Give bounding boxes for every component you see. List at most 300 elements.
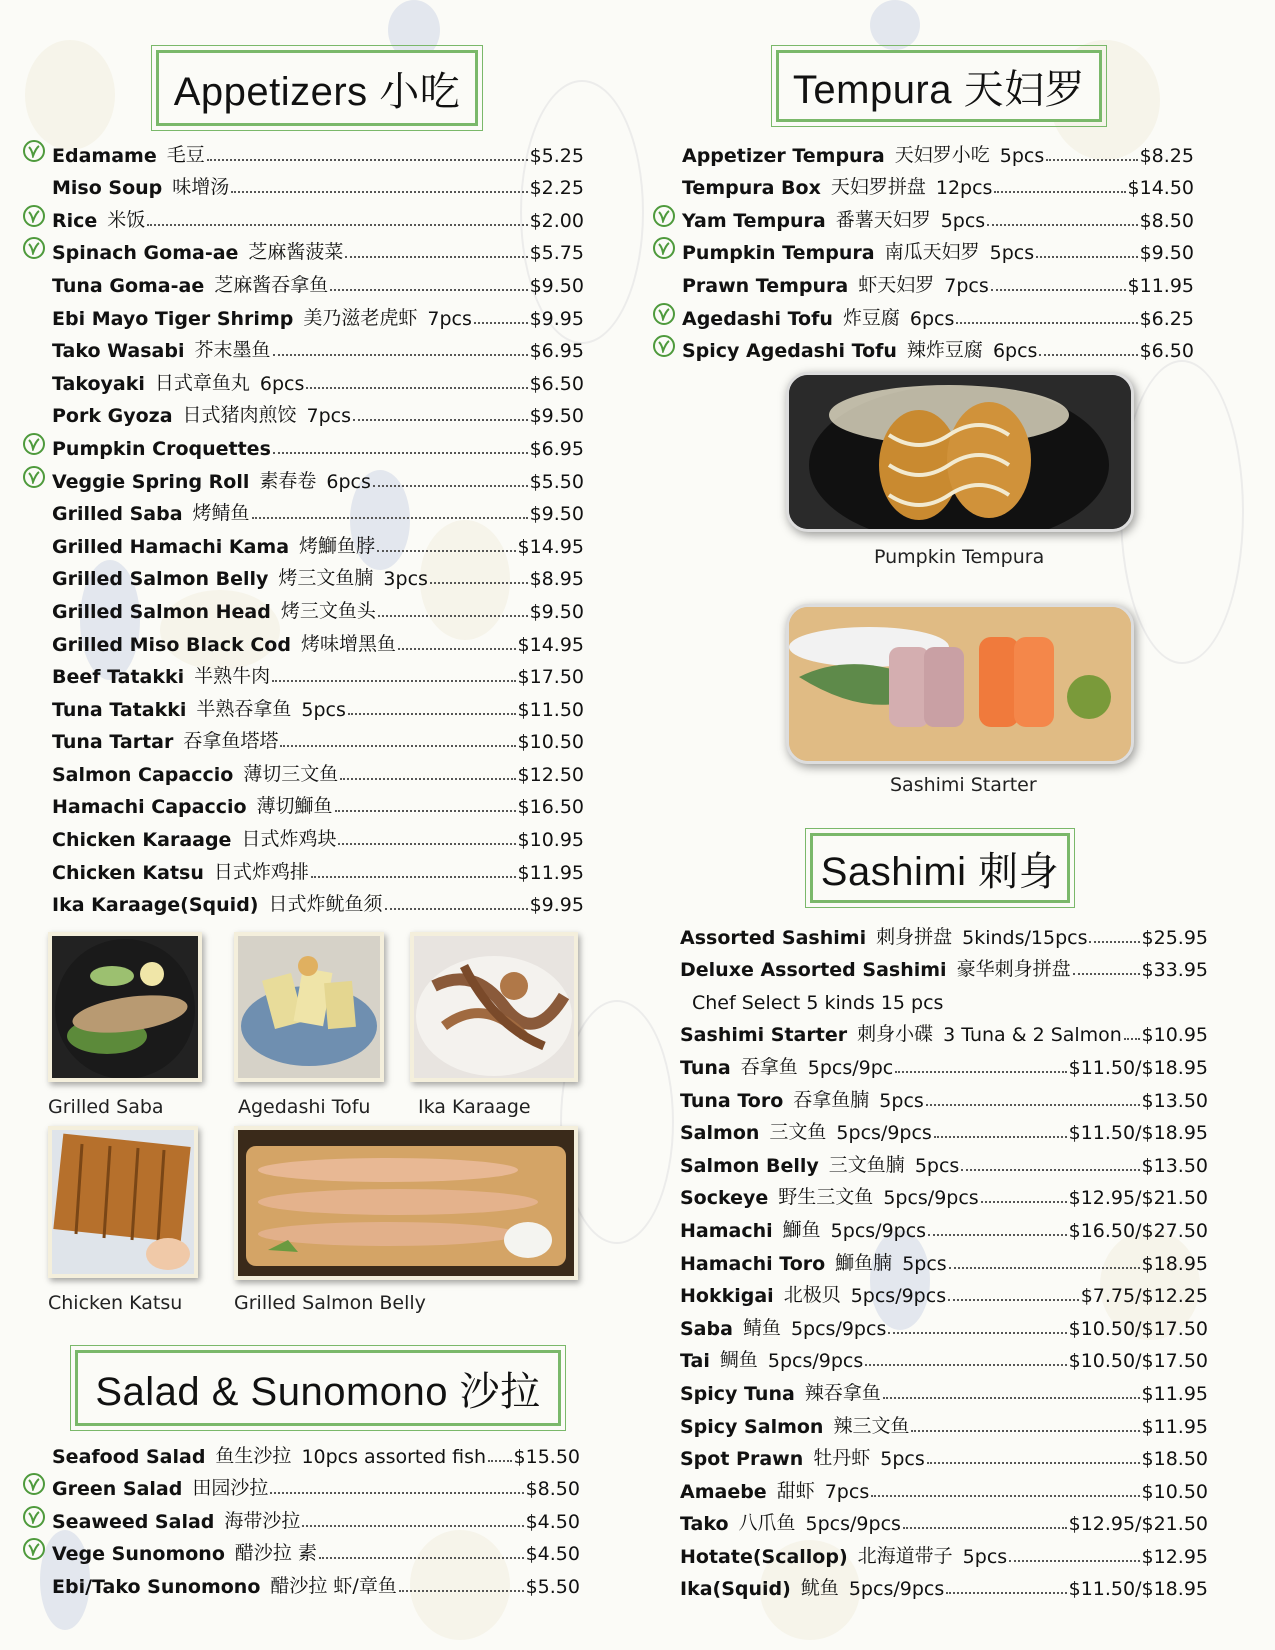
menu-item-name: Takoyaki <box>52 372 145 395</box>
menu-item-price: $10.95 <box>1141 1024 1208 1047</box>
menu-item-note: 3pcs <box>383 568 428 591</box>
menu-item-chinese-name: 天妇罗小吃 <box>894 143 990 166</box>
menu-item-chinese-name: 田园沙拉 <box>192 1477 269 1500</box>
menu-item-chinese-name: 芝麻酱菠菜 <box>248 241 344 264</box>
menu-item <box>680 1209 1208 1242</box>
menu-item <box>52 623 584 656</box>
menu-item <box>680 1177 1208 1210</box>
menu-item-chinese-name: 日式炸鸡排 <box>213 860 309 883</box>
menu-item-price: $8.95 <box>529 568 584 591</box>
menu-item-price: $5.75 <box>529 242 584 265</box>
sashimi-title: Sashimi 刺身 <box>810 833 1070 903</box>
menu-item-name: Chicken Katsu <box>52 861 204 884</box>
menu-item-name: Prawn Tempura <box>682 274 849 297</box>
menu-item-chinese-name: 天妇罗拼盘 <box>830 176 926 199</box>
menu-item-chinese-name: 美乃滋老虎虾 <box>303 306 418 329</box>
menu-item <box>680 981 1208 1014</box>
menu-item-price: $6.95 <box>529 437 584 460</box>
menu-item-chinese-name: 烤鰤鱼脖 <box>299 534 376 557</box>
menu-item-name: Pumpkin Croquettes <box>52 437 271 460</box>
menu-item-price: $9.95 <box>529 307 584 330</box>
menu-item-note: 5pcs/9pcs <box>848 1578 945 1601</box>
menu-item <box>680 1470 1208 1503</box>
dot-leader <box>330 289 527 291</box>
menu-item-name: Assorted Sashimi <box>680 926 867 949</box>
menu-item <box>682 264 1194 297</box>
menu-item <box>680 1307 1208 1340</box>
menu-item-name: Salmon Belly <box>680 1154 819 1177</box>
dot-leader <box>231 191 527 193</box>
menu-item-note: 5pcs/9pcs <box>850 1285 947 1308</box>
dot-leader <box>474 322 528 324</box>
menu-item-name: Spinach Goma-ae <box>52 242 239 265</box>
menu-item-price: $16.50/$27.50 <box>1068 1219 1208 1242</box>
menu-item-price: $6.50 <box>1139 340 1194 363</box>
dot-leader <box>306 387 527 389</box>
dot-leader <box>488 1460 511 1462</box>
menu-item-price: $14.50 <box>1127 177 1194 200</box>
menu-item-chinese-name: 薄切鰤鱼 <box>256 795 333 818</box>
menu-item-name: Spicy Salmon <box>680 1415 824 1438</box>
pumpkin-tempura-caption: Pumpkin Tempura <box>874 546 1045 568</box>
menu-item-price: $12.95/$21.50 <box>1068 1187 1208 1210</box>
menu-item-chinese-name: 鰤鱼腩 <box>835 1251 893 1274</box>
menu-item <box>52 558 584 591</box>
menu-item <box>680 1144 1208 1177</box>
dot-leader <box>865 1364 1066 1366</box>
pumpkin-tempura-photo <box>786 372 1134 532</box>
vegetarian-leaf-icon <box>23 205 45 227</box>
menu-item-name: Ika(Squid) <box>680 1578 791 1601</box>
menu-item-price: $8.50 <box>1139 209 1194 232</box>
menu-item-price: $11.50 <box>517 698 584 721</box>
menu-item-price: $11.95 <box>1141 1382 1208 1405</box>
menu-item-price: $13.50 <box>1141 1154 1208 1177</box>
menu-item-chinese-name: 豪华刺身拼盘 <box>956 958 1071 981</box>
menu-item <box>680 1438 1208 1471</box>
menu-item-price: $17.50 <box>517 666 584 689</box>
menu-item-note: 5pcs/9pcs <box>790 1317 887 1340</box>
dot-leader <box>991 289 1126 291</box>
dot-leader <box>377 550 515 552</box>
menu-item-note: 5pcs <box>914 1154 960 1177</box>
menu-item-note: 5pcs/9pcs <box>883 1187 979 1210</box>
menu-item <box>52 656 584 689</box>
menu-item-price: $8.50 <box>525 1478 580 1501</box>
menu-item-price: $15.50 <box>513 1445 580 1468</box>
dot-leader <box>207 159 528 161</box>
chicken-katsu-caption: Chicken Katsu <box>48 1292 183 1314</box>
menu-item-price: $6.25 <box>1139 307 1194 330</box>
menu-item-name: Hamachi Toro <box>680 1252 826 1275</box>
menu-item <box>682 330 1194 363</box>
menu-item <box>52 167 584 200</box>
menu-item-name: Tai <box>680 1350 710 1373</box>
menu-item <box>52 525 584 558</box>
menu-item-note: 5pcs <box>999 144 1045 167</box>
menu-item-price: $33.95 <box>1141 959 1208 982</box>
menu-item-chinese-name: 吞拿鱼 <box>740 1055 798 1078</box>
dot-leader <box>270 1492 523 1494</box>
menu-item-note: 5pcs <box>902 1252 947 1275</box>
menu-item <box>52 199 584 232</box>
dot-leader <box>348 713 516 715</box>
menu-item-price: $13.50 <box>1141 1089 1208 1112</box>
menu-item <box>680 1275 1208 1308</box>
menu-item-price: $4.50 <box>525 1543 580 1566</box>
menu-item <box>52 1435 580 1468</box>
dot-leader <box>252 517 528 519</box>
menu-item-note: 7pcs <box>824 1480 870 1503</box>
menu-item-chinese-name: 鱼生沙拉 <box>215 1444 292 1467</box>
menu-item-price: $2.00 <box>529 209 584 232</box>
menu-item-chinese-name: 米饭 <box>107 208 146 231</box>
menu-item-note: 6pcs <box>259 372 305 395</box>
menu-item-price: $11.95 <box>1127 274 1194 297</box>
menu-item-note: 5pcs <box>301 698 346 721</box>
menu-item <box>52 264 584 297</box>
dot-leader <box>883 1397 1140 1399</box>
menu-item <box>52 134 584 167</box>
menu-item-name: Ika Karaage(Squid) <box>52 894 259 917</box>
menu-item-name: Edamame <box>52 144 157 167</box>
menu-item-name: Spicy Tuna <box>680 1382 795 1405</box>
menu-item <box>52 362 584 395</box>
menu-item <box>52 232 584 265</box>
menu-item-note: 5pcs <box>962 1545 1008 1568</box>
dot-leader <box>373 485 528 487</box>
menu-item-name: Hotate(Scallop) <box>680 1545 848 1568</box>
menu-item-price: $5.50 <box>525 1575 580 1598</box>
menu-item <box>682 134 1194 167</box>
menu-item-name: Grilled Miso Black Cod <box>52 633 291 656</box>
salad-list <box>52 1435 580 1598</box>
dot-leader <box>888 1332 1066 1334</box>
menu-item-chinese-name: 日式章鱼丸 <box>154 371 250 394</box>
dot-leader <box>1039 354 1137 356</box>
vegetarian-leaf-icon <box>23 140 45 162</box>
grilled-saba-caption: Grilled Saba <box>48 1096 164 1118</box>
menu-item-chinese-name: 薄切三文鱼 <box>243 762 339 785</box>
menu-item-chinese-name: 半熟吞拿鱼 <box>196 697 292 720</box>
ika-karaage-caption: Ika Karaage <box>418 1096 531 1118</box>
menu-item-name: Pork Gyoza <box>52 405 173 428</box>
menu-item-chinese-name: 番薯天妇罗 <box>835 208 931 231</box>
menu-item-price: $11.95 <box>517 861 584 884</box>
menu-item <box>52 688 584 721</box>
menu-item-price: $12.95/$21.50 <box>1068 1513 1208 1536</box>
dot-leader <box>398 648 516 650</box>
menu-item-chinese-name: 刺身小碟 <box>857 1023 934 1046</box>
menu-item-chinese-name: 虾天妇罗 <box>858 273 935 296</box>
menu-item-chinese-name: 辣吞拿鱼 <box>804 1381 881 1404</box>
menu-item <box>680 1046 1208 1079</box>
dot-leader <box>903 1527 1067 1529</box>
menu-item-chinese-name: 三文鱼 <box>769 1121 827 1144</box>
menu-item-price: $10.50/$17.50 <box>1068 1317 1208 1340</box>
dot-leader <box>895 1071 1066 1073</box>
menu-item-name: Sockeye <box>680 1187 769 1210</box>
menu-item-price: $9.50 <box>529 600 584 623</box>
menu-item-chinese-name: 醋沙拉 虾/章鱼 <box>270 1574 397 1597</box>
menu-item-name: Hokkigai <box>680 1285 774 1308</box>
menu-item <box>52 851 584 884</box>
menu-item-price: $11.50/$18.95 <box>1068 1578 1208 1601</box>
dot-leader <box>311 876 516 878</box>
menu-item-price: $11.50/$18.95 <box>1068 1122 1208 1145</box>
sashimi-starter-photo <box>786 604 1134 764</box>
background-swirl <box>1120 360 1244 664</box>
dot-leader <box>1036 256 1137 258</box>
menu-item-note: 7pcs <box>306 405 352 428</box>
menu-item-name: Chicken Karaage <box>52 829 232 852</box>
dot-leader <box>956 322 1137 324</box>
menu-item <box>52 493 584 526</box>
menu-item-chinese-name: 烤三文鱼头 <box>280 599 376 622</box>
menu-item <box>680 1079 1208 1112</box>
menu-item-chinese-name: 刺身拼盘 <box>876 925 953 948</box>
menu-item-note: 5pcs <box>880 1448 925 1471</box>
ika-karaage-photo <box>410 932 578 1082</box>
menu-item-name: Veggie Spring Roll <box>52 470 250 493</box>
menu-item-price: $11.50/$18.95 <box>1068 1056 1208 1079</box>
menu-item-name: Tako Wasabi <box>52 340 185 363</box>
menu-item-chinese-name: 鱿鱼 <box>800 1577 839 1600</box>
menu-item-chinese-name: 醋沙拉 素 <box>234 1542 317 1565</box>
menu-item-name: Deluxe Assorted Sashimi <box>680 959 947 982</box>
vegetarian-leaf-icon <box>653 303 675 325</box>
menu-item-name: Grilled Salmon Head <box>52 600 271 623</box>
menu-item-chinese-name: 日式猪肉煎饺 <box>182 404 297 427</box>
dot-leader <box>927 1462 1140 1464</box>
dot-leader <box>994 191 1125 193</box>
menu-item-name: Amaebe <box>680 1480 767 1503</box>
menu-item-chinese-name: 甜虾 <box>776 1479 815 1502</box>
menu-item <box>52 1565 580 1598</box>
dot-leader <box>928 1234 1067 1236</box>
menu-item-name: Ebi Mayo Tiger Shrimp <box>52 307 294 330</box>
menu-item-chinese-name: 鲷鱼 <box>719 1349 758 1372</box>
menu-item-note: 5pcs <box>879 1089 924 1112</box>
menu-item-name: Miso Soup <box>52 177 163 200</box>
menu-item-chinese-name: 北海道带子 <box>857 1544 953 1567</box>
dot-leader <box>273 354 528 356</box>
vegetarian-leaf-icon <box>23 466 45 488</box>
menu-item <box>52 721 584 754</box>
menu-item-chinese-name: 鰤鱼 <box>782 1218 821 1241</box>
menu-item-chinese-name: 野生三文鱼 <box>778 1186 874 1209</box>
menu-item-name: Tuna Tatakki <box>52 698 187 721</box>
menu-item <box>680 1372 1208 1405</box>
dot-leader <box>147 224 527 226</box>
menu-item <box>52 460 584 493</box>
dot-leader <box>987 224 1137 226</box>
grilled-saba-photo <box>48 932 202 1082</box>
dot-leader <box>911 1430 1139 1432</box>
menu-item <box>680 1568 1208 1601</box>
dot-leader <box>272 680 515 682</box>
menu-item-name: Tempura Box <box>682 177 821 200</box>
vegetarian-leaf-icon <box>653 335 675 357</box>
menu-item <box>52 1468 580 1501</box>
dot-leader <box>1089 941 1139 943</box>
menu-item-note: 10pcs assorted fish <box>301 1445 487 1468</box>
dot-leader <box>1046 159 1137 161</box>
menu-item <box>680 1340 1208 1373</box>
menu-item <box>682 167 1194 200</box>
vegetarian-leaf-icon <box>23 1506 45 1528</box>
menu-item-note: 5pcs/9pcs <box>830 1219 927 1242</box>
menu-item <box>52 395 584 428</box>
menu-item <box>52 884 584 917</box>
dot-leader <box>345 256 527 258</box>
menu-item-chinese-name: 八爪鱼 <box>738 1512 796 1535</box>
menu-item <box>680 949 1208 982</box>
menu-item-chinese-name: 烤三文鱼腩 <box>278 567 374 590</box>
menu-item-note: 6pcs <box>992 340 1038 363</box>
menu-item <box>52 1533 580 1566</box>
vegetarian-leaf-icon <box>653 205 675 227</box>
dot-leader <box>319 1557 524 1559</box>
vegetarian-leaf-icon <box>653 237 675 259</box>
dot-leader <box>1073 973 1140 975</box>
menu-item-price: $9.50 <box>529 274 584 297</box>
vegetarian-leaf-icon <box>23 1473 45 1495</box>
menu-item-name: Agedashi Tofu <box>682 307 833 330</box>
menu-item-price: $9.50 <box>529 405 584 428</box>
dot-leader <box>961 1169 1139 1171</box>
menu-item-price: $18.95 <box>1141 1252 1208 1275</box>
tempura-list <box>682 134 1194 362</box>
menu-item-name: Beef Tatakki <box>52 666 185 689</box>
menu-item <box>682 297 1194 330</box>
menu-item <box>680 1405 1208 1438</box>
menu-item-price: $9.50 <box>1139 242 1194 265</box>
dot-leader <box>378 615 528 617</box>
menu-item <box>682 199 1194 232</box>
menu-item-price: $16.50 <box>517 796 584 819</box>
sashimi-starter-caption: Sashimi Starter <box>890 774 1037 796</box>
menu-item-name: Grilled Salmon Belly <box>52 568 269 591</box>
menu-item-name: Salmon Capaccio <box>52 763 234 786</box>
menu-item <box>52 330 584 363</box>
grilled-salmon-belly-photo <box>234 1126 578 1280</box>
menu-item-name: Tuna <box>680 1056 731 1079</box>
menu-item-chinese-name: 烤鲭鱼 <box>192 502 250 525</box>
menu-item <box>52 1500 580 1533</box>
menu-item <box>680 1242 1208 1275</box>
dot-leader <box>981 1201 1067 1203</box>
menu-item-note: 5pcs/9pcs <box>805 1513 901 1536</box>
chicken-katsu-photo <box>48 1126 198 1278</box>
menu-item <box>680 1112 1208 1145</box>
menu-item-name: Hamachi Capaccio <box>52 796 247 819</box>
salad-title: Salad & Sunomono 沙拉 <box>75 1350 561 1426</box>
appetizers-title: Appetizers 小吃 <box>156 50 478 126</box>
menu-item-chinese-name: 三文鱼腩 <box>828 1153 905 1176</box>
menu-item-chinese-name: 牡丹虾 <box>813 1447 871 1470</box>
menu-item <box>52 590 584 623</box>
menu-item-chinese-name: 芝麻酱吞拿鱼 <box>214 273 329 296</box>
menu-item-name: Salmon <box>680 1122 760 1145</box>
menu-item-chinese-name: 北极贝 <box>783 1284 841 1307</box>
vegetarian-leaf-icon <box>23 433 45 455</box>
menu-item-chinese-name: 素春卷 <box>259 469 317 492</box>
menu-item-price: $9.95 <box>529 894 584 917</box>
menu-item-chinese-name: 海带沙拉 <box>224 1509 301 1532</box>
menu-item-note: 5pcs/9pcs <box>767 1350 864 1373</box>
menu-item-note: 3 Tuna & 2 Salmon <box>943 1024 1122 1047</box>
menu-item-note: 7pcs <box>944 274 989 297</box>
menu-item-chinese-name: 芥末墨鱼 <box>194 339 271 362</box>
menu-item-name: Grilled Saba <box>52 503 183 526</box>
menu-item-chinese-name: 鲭鱼 <box>742 1316 781 1339</box>
menu-item-chinese-name: 日式炸鸡块 <box>241 828 337 851</box>
sashimi-list <box>680 916 1208 1600</box>
menu-item-chinese-name: 南瓜天妇罗 <box>884 241 980 264</box>
menu-item-price: $2.25 <box>529 177 584 200</box>
menu-item-name: Pumpkin Tempura <box>682 242 875 265</box>
appetizers-list <box>52 134 584 916</box>
menu-item-name: Tuna Goma-ae <box>52 274 205 297</box>
menu-item-name: Ebi/Tako Sunomono <box>52 1575 261 1598</box>
menu-item-price: $10.50/$17.50 <box>1068 1350 1208 1373</box>
dot-leader <box>302 1525 523 1527</box>
menu-item-chinese-name: 烤味增黑鱼 <box>300 632 396 655</box>
menu-item-note: 12pcs <box>935 177 993 200</box>
menu-item-note: 5pcs <box>989 242 1035 265</box>
background-blob <box>870 0 920 50</box>
menu-item-name: Tako <box>680 1513 729 1536</box>
menu-item-name: Sashimi Starter <box>680 1024 848 1047</box>
menu-item-price: $8.25 <box>1139 144 1194 167</box>
vegetarian-leaf-icon <box>23 237 45 259</box>
menu-item <box>52 427 584 460</box>
dot-leader <box>1124 1038 1140 1040</box>
menu-item-price: $18.50 <box>1141 1448 1208 1471</box>
dot-leader <box>335 810 516 812</box>
dot-leader <box>399 1590 524 1592</box>
menu-item-price: $10.50 <box>517 731 584 754</box>
menu-item <box>52 297 584 330</box>
dot-leader <box>949 1267 1140 1269</box>
menu-item-name: Tuna Toro <box>680 1089 784 1112</box>
menu-item-price: $14.95 <box>517 633 584 656</box>
menu-item-name: Spicy Agedashi Tofu <box>682 340 897 363</box>
agedashi-tofu-photo <box>234 932 384 1082</box>
menu-item-chinese-name: 半熟牛肉 <box>194 665 271 688</box>
dot-leader <box>926 1104 1140 1106</box>
menu-item-chinese-name: 吞拿鱼塔塔 <box>183 730 279 753</box>
dot-leader <box>430 582 528 584</box>
dot-leader <box>280 745 515 747</box>
menu-item-chinese-name: 辣炸豆腐 <box>906 339 983 362</box>
menu-item-name: Saba <box>680 1317 733 1340</box>
menu-item-price: $5.50 <box>529 470 584 493</box>
menu-item-note: 6pcs <box>326 470 371 493</box>
menu-item <box>680 1014 1208 1047</box>
menu-item-note: 5kinds/15pcs <box>962 926 1088 949</box>
menu-item-name: Green Salad <box>52 1478 183 1501</box>
dot-leader <box>871 1495 1139 1497</box>
menu-item <box>52 753 584 786</box>
menu-item-name: Yam Tempura <box>682 209 826 232</box>
menu-item-chinese-name: 毛豆 <box>166 143 205 166</box>
menu-item-chinese-name: 炸豆腐 <box>842 306 900 329</box>
tempura-title: Tempura 天妇罗 <box>776 50 1102 122</box>
dot-leader <box>1009 1560 1139 1562</box>
menu-item-price: $5.25 <box>529 144 584 167</box>
